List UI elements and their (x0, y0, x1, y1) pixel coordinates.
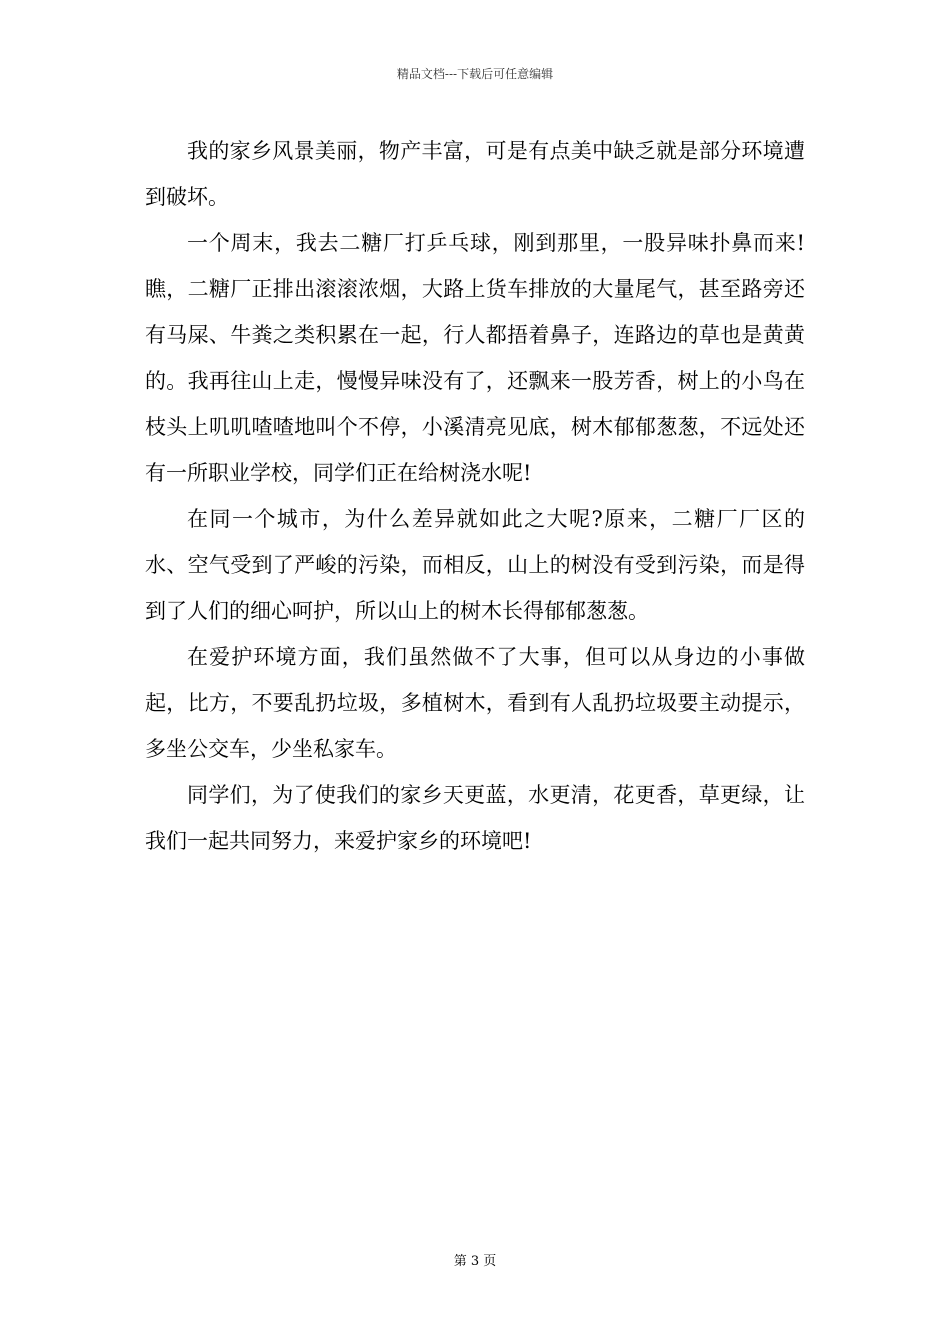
page-header: 精品文档---下载后可任意编辑 (396, 67, 554, 81)
page-number: 第 3 页 (453, 1254, 497, 1269)
paragraph-4: 在爱护环境方面，我们虽然做不了大事，但可以从身边的小事做起，比方，不要乱扔垃圾，多植树木，看到有人乱扔垃圾要主动提示，多坐公交车，少坐私家车。 (145, 645, 805, 761)
document-body (145, 128, 805, 864)
paragraph-2: 一个周末，我去二糖厂打乒乓球，刚到那里，一股异味扑鼻而来!瞧，二糖厂正排出滚滚浓烟，大路上货车排放的大量尾气，甚至路旁还有马屎、牛粪之类积累在一起，行人都捂着鼻子，连路边的草也是黄黄的。我再往山上走，慢慢异味没有了，还飘来一股芳香，树上的小鸟在枝头上叽叽喳喳地叫个不停，小溪清亮见底，树木郁郁葱葱，不远处还有一所职业学校，同学们正在给树浇水呢! (145, 231, 805, 485)
paragraph-1: 我的家乡风景美丽，物产丰富，可是有点美中缺乏就是部分环境遭到破坏。 (145, 139, 805, 209)
paragraph-3: 在同一个城市，为什么差异就如此之大呢?原来，二糖厂厂区的水、空气受到了严峻的污染，而相反，山上的树没有受到污染，而是得到了人们的细心呵护，所以山上的树木长得郁郁葱葱。 (145, 507, 805, 623)
paragraph-5: 同学们，为了使我们的家乡天更蓝，水更清，花更香，草更绿，让我们一起共同努力，来爱护家乡的环境吧! (145, 783, 805, 853)
